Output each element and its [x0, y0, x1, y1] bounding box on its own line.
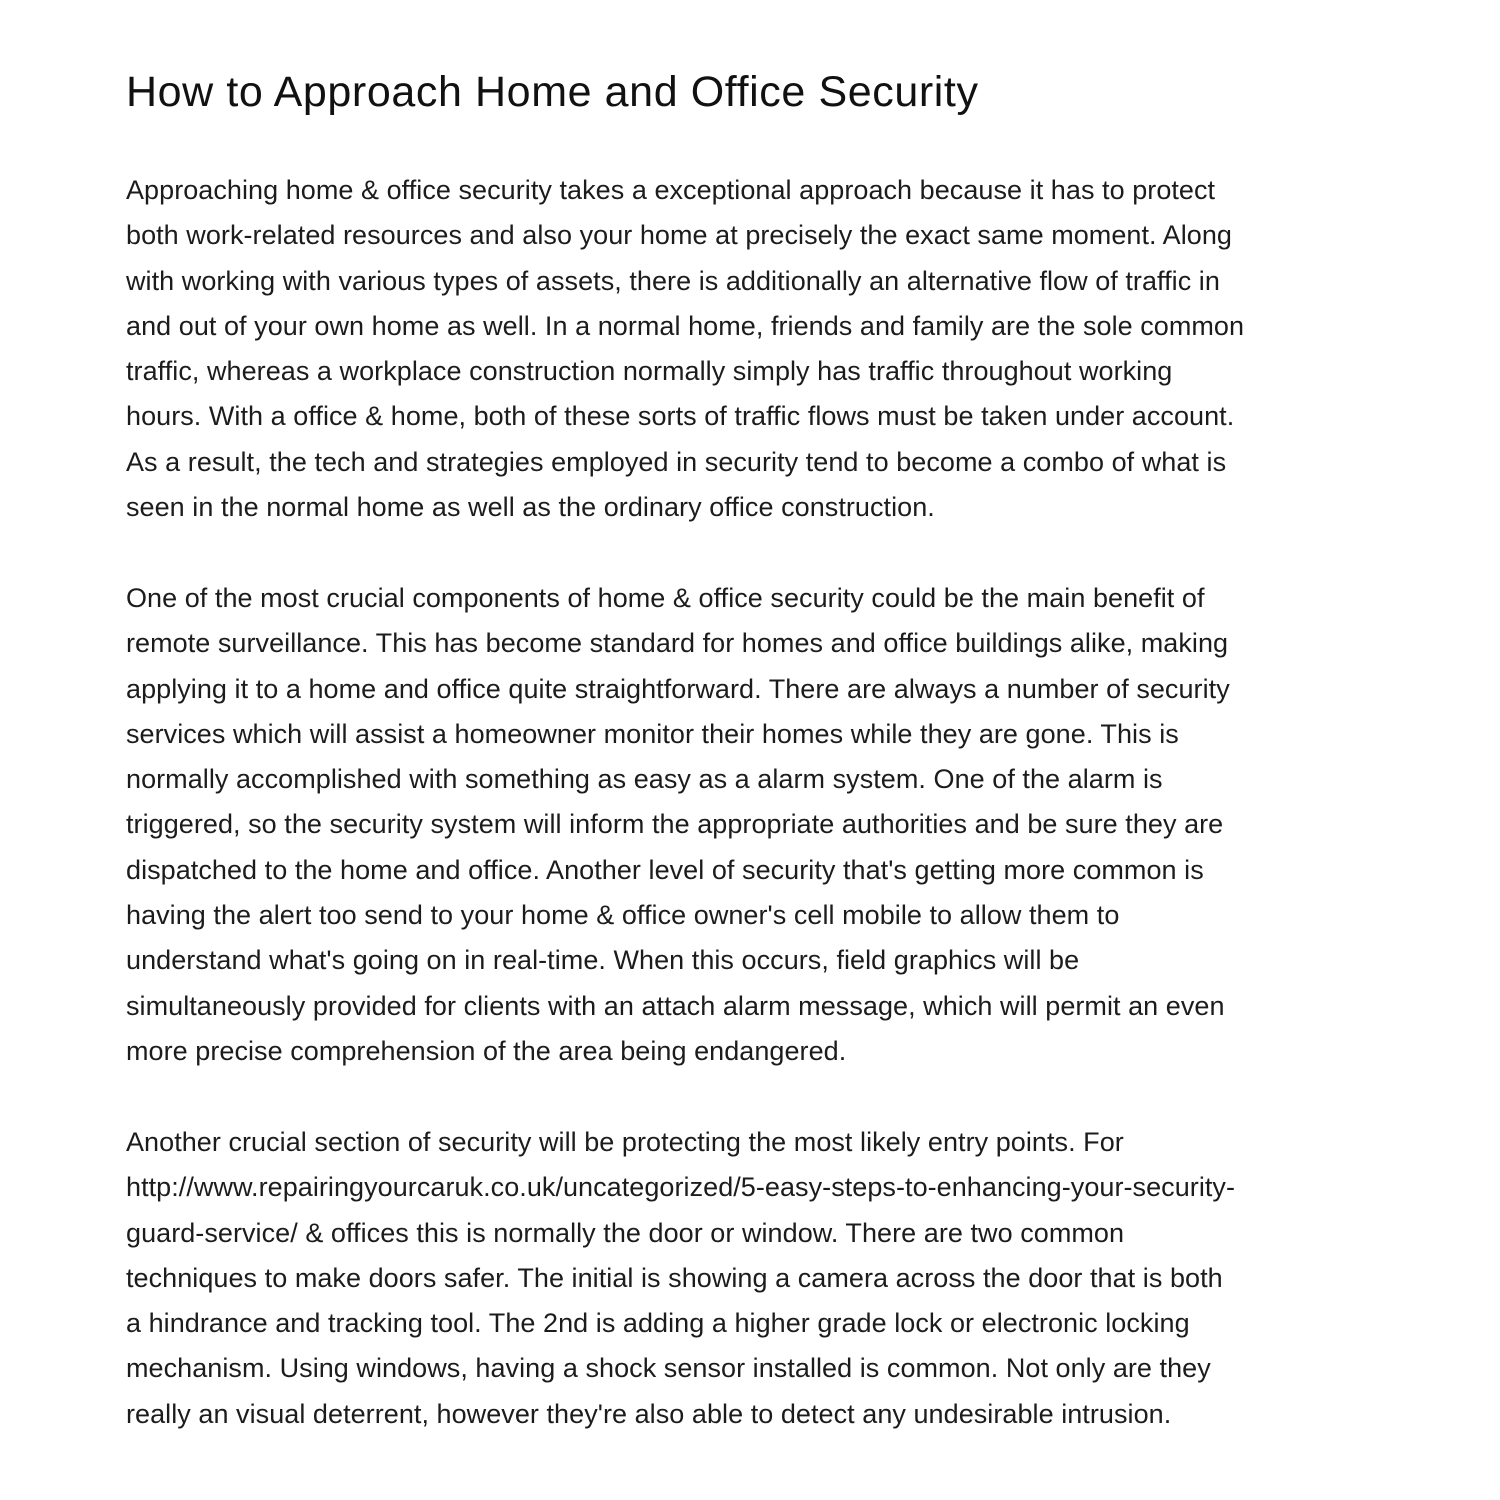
paragraph-line: both work-related resources and also your home at precisely the exact same moment. Along: [126, 220, 1232, 251]
paragraph-line: One of the most crucial components of home & office security could be the main benefit of: [126, 583, 1205, 613]
paragraph-line: normally accomplished with something as easy as a alarm system. One of the alarm is: [126, 764, 1163, 795]
paragraph-2: [126, 576, 1378, 1074]
paragraph-line: seen in the normal home as well as the ordinary office construction.: [126, 492, 935, 523]
paragraph-line: techniques to make doors safer. The initial is showing a camera across the door that is both: [126, 1262, 1223, 1293]
paragraph-3: [126, 1120, 1378, 1437]
paragraph-line: really an visual deterrent, however they're also able to detect any undesirable intrusion.: [126, 1398, 1172, 1429]
paragraph-line: applying it to a home and office quite straightforward. There are always a number of security: [126, 673, 1230, 704]
paragraph-line: more precise comprehension of the area being endangered.: [126, 1035, 847, 1066]
paragraph-line: mechanism. Using windows, having a shock sensor installed is common. Not only are they: [126, 1353, 1211, 1384]
paragraph-line: a hindrance and tracking tool. The 2nd is adding a higher grade lock or electronic locking: [126, 1308, 1190, 1339]
paragraph-line: and out of your own home as well. In a normal home, friends and family are the sole common: [126, 310, 1245, 341]
paragraph-line: dispatched to the home and office. Another level of security that's getting more common is: [126, 854, 1204, 885]
paragraph-line: hours. With a office & home, both of these sorts of traffic flows must be taken under account.: [126, 401, 1235, 432]
paragraph-line: having the alert too send to your home & office owner's cell mobile to allow them to: [126, 900, 1120, 931]
paragraph-line: Approaching home & office security takes a exceptional approach because it has to protect: [126, 175, 1216, 205]
paragraph-line: Another crucial section of security will be protecting the most likely entry points. For: [126, 1127, 1124, 1157]
document-page: [126, 64, 1378, 1429]
paragraph-line: traffic, whereas a workplace construction normally simply has traffic throughout working: [126, 356, 1173, 387]
paragraph-line: services which will assist a homeowner monitor their homes while they are gone. This is: [126, 718, 1179, 749]
paragraph-line: As a result, the tech and strategies employed in security tend to become a combo of what is: [126, 446, 1227, 477]
paragraph-line: triggered, so the security system will inform the appropriate authorities and be sure they are: [126, 809, 1224, 840]
paragraph-line: simultaneously provided for clients with an attach alarm message, which will permit an even: [126, 990, 1225, 1021]
paragraph-1: [126, 168, 1378, 530]
document-title: How to Approach Home and Office Security: [126, 68, 979, 116]
paragraph-line: with working with various types of assets, there is additionally an alternative flow of traffic in: [126, 265, 1220, 296]
url-line: http://www.repairingyourcaruk.co.uk/uncategorized/5-easy-steps-to-enhancing-your-security-: [126, 1172, 1236, 1203]
paragraph-line: understand what's going on in real-time. When this occurs, field graphics will be: [126, 945, 1080, 976]
paragraph-line: remote surveillance. This has become standard for homes and office buildings alike, making: [126, 628, 1229, 659]
paragraph-line: guard-service/ & offices this is normally the door or window. There are two common: [126, 1217, 1125, 1248]
